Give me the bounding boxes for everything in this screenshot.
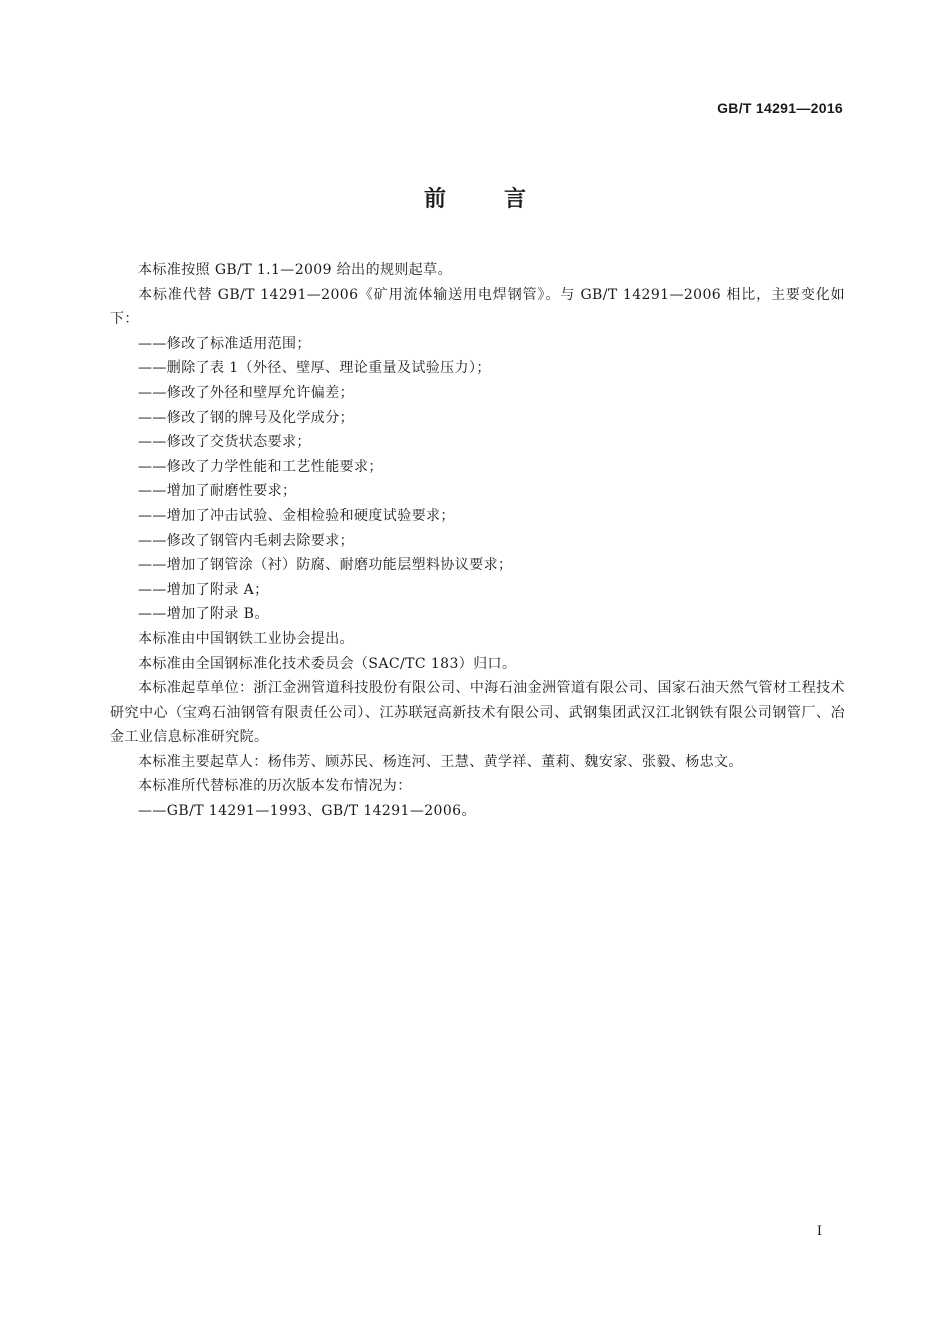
paragraph-history-intro: 本标准所代替标准的历次版本发布情况为： — [138, 778, 412, 795]
foreword-body — [110, 258, 845, 824]
list-item: ——增加了附录 B。 — [138, 606, 269, 623]
list-item: ——修改了交货状态要求； — [138, 434, 311, 451]
list-item: ——修改了外径和壁厚允许偏差； — [138, 384, 354, 401]
list-item: ——修改了钢管内毛刺去除要求； — [138, 532, 354, 549]
page-number: I — [816, 1224, 822, 1239]
list-item-history: ——GB/T 14291—1993、GB/T 14291—2006。 — [138, 803, 476, 820]
list-item: ——修改了标准适用范围； — [138, 335, 311, 352]
paragraph-proposer: 本标准由中国钢铁工业协会提出。 — [138, 630, 354, 647]
standard-code: GB/T 14291—2016 — [717, 100, 843, 116]
paragraph-drafting-rules: 本标准按照 GB/T 1.1—2009 给出的规则起草。 — [138, 262, 452, 278]
page-title: 前言 — [423, 187, 584, 212]
paragraph-drafters: 本标准主要起草人：杨伟芳、顾苏民、杨连河、王慧、黄学祥、董莉、魏安家、张毅、杨忠文。 — [138, 753, 743, 770]
list-item: ——修改了钢的牌号及化学成分； — [138, 409, 354, 426]
list-item: ——增加了冲击试验、金相检验和硬度试验要求； — [138, 507, 455, 524]
paragraph-centralized: 本标准由全国钢标准化技术委员会（SAC/TC 183）归口。 — [138, 655, 517, 672]
list-item: ——增加了耐磨性要求； — [138, 483, 297, 500]
list-item: ——修改了力学性能和工艺性能要求； — [138, 458, 383, 475]
paragraph-replacement: 本标准代替 GB/T 14291—2006《矿用流体输送用电焊钢管》。与 GB/T 14291—2006 相比，主要变化如下： — [110, 286, 845, 328]
paragraph-drafting-units: 本标准起草单位：浙江金洲管道科技股份有限公司、中海石油金洲管道有限公司、国家石油天然气管材工程技术研究中心（宝鸡石油钢管有限责任公司）、江苏联冠高新技术有限公司、武钢集团武汉江北钢铁有限公司钢管厂、冶金工业信息标准研究院。 — [110, 680, 845, 746]
list-item: ——删除了表 1（外径、壁厚、理论重量及试验压力）； — [138, 360, 491, 377]
list-item: ——增加了附录 A； — [138, 581, 269, 598]
list-item: ——增加了钢管涂（衬）防腐、耐磨功能层塑料协议要求； — [138, 557, 513, 574]
